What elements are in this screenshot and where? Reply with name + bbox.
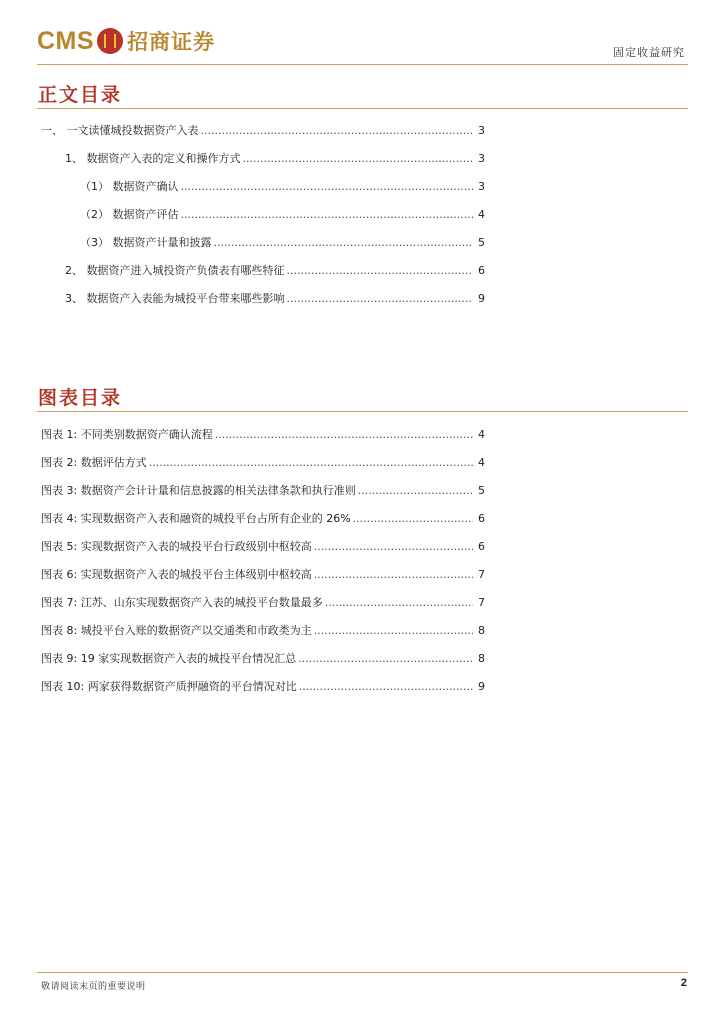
figure-entry-page: 4	[478, 428, 485, 441]
toc-leader-dots	[181, 208, 474, 222]
figure-entry[interactable]	[41, 596, 485, 610]
toc-entry-page: 9	[478, 292, 485, 305]
toc-entry-label: 一、 一文读懂城投数据资产入表	[41, 124, 199, 137]
figure-entry-label: 图表 4: 实现数据资产入表和融资的城投平台占所有企业的 26%	[41, 512, 351, 525]
figure-entry[interactable]	[41, 456, 485, 470]
page-number: 2	[680, 977, 687, 989]
figure-entry[interactable]	[41, 680, 485, 694]
toc-leader-dots	[287, 264, 474, 278]
figure-entry-label: 图表 5: 实现数据资产入表的城投平台行政级别中枢较高	[41, 540, 312, 553]
figure-entry-page: 4	[478, 456, 485, 469]
toc-entry-label: 3、 数据资产入表能为城投平台带来哪些影响	[65, 292, 285, 305]
figure-entry[interactable]	[41, 512, 485, 526]
toc-entry[interactable]	[80, 236, 485, 250]
toc-leader-dots	[314, 624, 473, 638]
toc-entry[interactable]	[65, 264, 485, 278]
footer-disclaimer-note: 敬请阅读末页的重要说明	[41, 982, 146, 992]
toc-entry-page: 3	[478, 180, 485, 193]
figure-entry[interactable]	[41, 652, 485, 666]
figure-entry-page: 6	[478, 512, 485, 525]
toc-leader-dots	[314, 540, 473, 554]
toc-entry[interactable]	[65, 292, 485, 306]
toc-entry-label: （3） 数据资产计量和披露	[80, 236, 212, 249]
footer-divider	[37, 972, 688, 973]
page-header	[37, 24, 688, 68]
report-category: 固定收益研究	[613, 46, 685, 59]
toc-leader-dots	[314, 568, 473, 582]
toc-entry-label: 2、 数据资产进入城投资产负债表有哪些特征	[65, 264, 285, 277]
toc-leader-dots	[181, 180, 474, 194]
toc-entry[interactable]	[65, 152, 485, 166]
logo-chinese-text: 招商证券	[127, 29, 216, 54]
toc-leader-dots	[201, 124, 474, 138]
toc-entry-page: 3	[478, 152, 485, 165]
figure-entry-page: 7	[478, 596, 485, 609]
figure-entry[interactable]	[41, 540, 485, 554]
toc-leader-dots	[298, 652, 473, 666]
toc-leader-dots	[299, 680, 473, 694]
toc-leader-dots	[215, 428, 473, 442]
figure-entry-label: 图表 8: 城投平台入账的数据资产以交通类和市政类为主	[41, 624, 312, 637]
toc-entry-page: 3	[478, 124, 485, 137]
figures-title: 图表目录	[38, 387, 123, 409]
toc-entry[interactable]	[80, 180, 485, 194]
logo-latin-text: CMS	[37, 26, 95, 55]
figure-entry-page: 6	[478, 540, 485, 553]
figure-entry-label: 图表 7: 江苏、山东实现数据资产入表的城投平台数量最多	[41, 596, 323, 609]
figure-entry-page: 7	[478, 568, 485, 581]
toc-leader-dots	[214, 236, 474, 250]
logo-emblem-icon	[97, 28, 123, 54]
toc-entry[interactable]	[41, 124, 485, 138]
figure-entry[interactable]	[41, 568, 485, 582]
figures-divider	[37, 411, 688, 412]
toc-entry-page: 5	[478, 236, 485, 249]
toc-entry[interactable]	[80, 208, 485, 222]
figure-entry-page: 8	[478, 624, 485, 637]
toc-leader-dots	[243, 152, 474, 166]
toc-entry-page: 4	[478, 208, 485, 221]
figure-entry-label: 图表 9: 19 家实现数据资产入表的城投平台情况汇总	[41, 652, 297, 665]
company-logo	[37, 26, 215, 56]
figure-entry-label: 图表 1: 不同类别数据资产确认流程	[41, 428, 213, 441]
toc-leader-dots	[358, 484, 473, 498]
toc-leader-dots	[353, 512, 473, 526]
toc-entry-page: 6	[478, 264, 485, 277]
contents-divider	[37, 108, 688, 109]
toc-entry-label: 1、 数据资产入表的定义和操作方式	[65, 152, 241, 165]
figure-entry-label: 图表 10: 两家获得数据资产质押融资的平台情况对比	[41, 680, 297, 693]
figure-entry-page: 5	[478, 484, 485, 497]
contents-title: 正文目录	[38, 84, 123, 106]
figure-entry-label: 图表 3: 数据资产会计计量和信息披露的相关法律条款和执行准则	[41, 484, 356, 497]
figure-entry-label: 图表 2: 数据评估方式	[41, 456, 147, 469]
figure-entry-page: 8	[478, 652, 485, 665]
figure-entry[interactable]	[41, 624, 485, 638]
figure-entry[interactable]	[41, 484, 485, 498]
toc-entry-label: （2） 数据资产评估	[80, 208, 179, 221]
toc-leader-dots	[149, 456, 473, 470]
figure-entry-label: 图表 6: 实现数据资产入表的城投平台主体级别中枢较高	[41, 568, 312, 581]
figure-entry[interactable]	[41, 428, 485, 442]
toc-leader-dots	[287, 292, 474, 306]
toc-leader-dots	[325, 596, 473, 610]
toc-entry-label: （1） 数据资产确认	[80, 180, 179, 193]
figure-entry-page: 9	[478, 680, 485, 693]
header-divider	[37, 64, 688, 65]
